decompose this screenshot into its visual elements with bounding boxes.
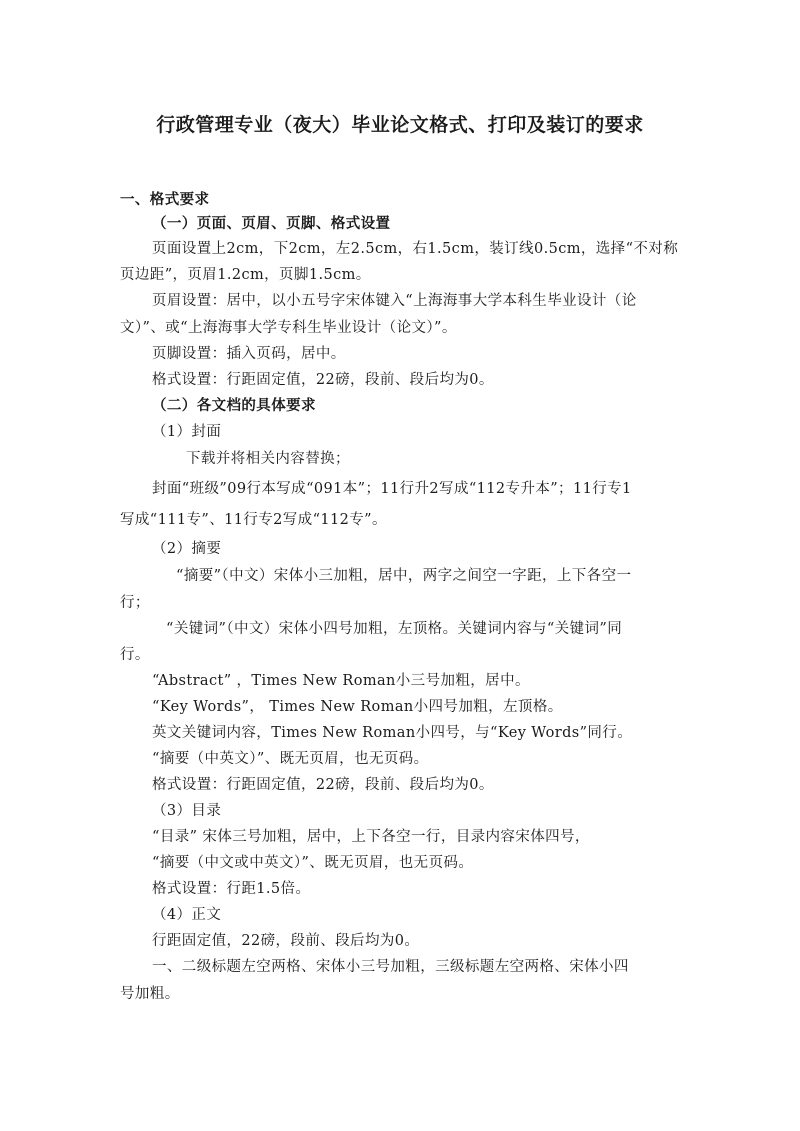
paragraph-line: 号加粗。: [120, 986, 180, 1002]
paragraph-line: “摘要（中文或中英文）”、既无页眉，也无页码。: [152, 855, 474, 871]
subsection-heading-page-setup: （一）页面、页眉、页脚、格式设置: [152, 215, 391, 232]
paragraph-line: “目录” 宋体三号加粗，居中，上下各空一行，目录内容宋体四号，: [152, 829, 590, 845]
paragraph-line: 格式设置：行距1.5倍。: [152, 881, 311, 897]
paragraph-line: 页边距”，页眉1.2cm，页脚1.5cm。: [120, 267, 371, 283]
paragraph-line: 下载并将相关内容替换；: [186, 451, 350, 467]
paragraph-line: 页脚设置：插入页码，居中。: [152, 346, 346, 362]
paragraph-line: “关键词”（中文）宋体小四号加粗，左顶格。关键词内容与“关键词”同: [166, 621, 623, 637]
paragraph-line: 格式设置：行距固定值，22磅，段前、段后均为0。: [152, 777, 494, 793]
subsection-heading-documents: （二）各文档的具体要求: [152, 397, 316, 414]
paragraph-line: 一、二级标题左空两格、宋体小三号加粗，三级标题左空两格、宋体小四: [152, 959, 629, 975]
paragraph-line: “摘要”（中文）宋体小三加粗，居中，两字之间空一字距，上下各空一: [176, 568, 632, 584]
item-heading-abstract: （2）摘要: [152, 541, 222, 557]
item-heading-body: （4）正文: [152, 907, 222, 923]
paragraph-line: 英文关键词内容，Times New Roman小四号，与“Key Words”同行。: [152, 725, 633, 741]
paragraph-line: “Abstract” ，Times New Roman小三号加粗，居中。: [152, 673, 530, 689]
paragraph-line: 格式设置：行距固定值，22磅，段前、段后均为0。: [152, 372, 494, 388]
item-heading-cover: （1）封面: [152, 424, 222, 440]
document-title: 行政管理专业（夜大）毕业论文格式、打印及装订的要求: [156, 114, 644, 136]
paragraph-line: 封面“班级”09行本写成“091本”；11行升2写成“112专升本”；11行专1: [152, 481, 632, 497]
paragraph-line: 文）”、或“上海海事大学专科生毕业设计（论文）”。: [120, 320, 457, 336]
paragraph-line: 行距固定值，22磅，段前、段后均为0。: [152, 933, 420, 949]
paragraph-line: “Key Words”， Times New Roman小四号加粗，左顶格。: [152, 699, 563, 715]
item-heading-toc: （3）目录: [152, 803, 222, 819]
paragraph-line: 写成“111专”、11行专2写成“112专”。: [120, 512, 387, 528]
paragraph-line: “摘要（中英文）”、既无页眉，也无页码。: [152, 751, 429, 767]
paragraph-line: 页眉设置：居中，以小五号字宋体键入“上海海事大学本科生毕业设计（论: [152, 293, 637, 309]
paragraph-line: 页面设置上2cm，下2cm，左2.5cm，右1.5cm，装订线0.5cm，选择“不对称: [152, 241, 679, 257]
paragraph-line: 行。: [120, 647, 150, 663]
section-heading-format: 一、格式要求: [120, 191, 210, 208]
paragraph-line: 行；: [120, 595, 150, 611]
